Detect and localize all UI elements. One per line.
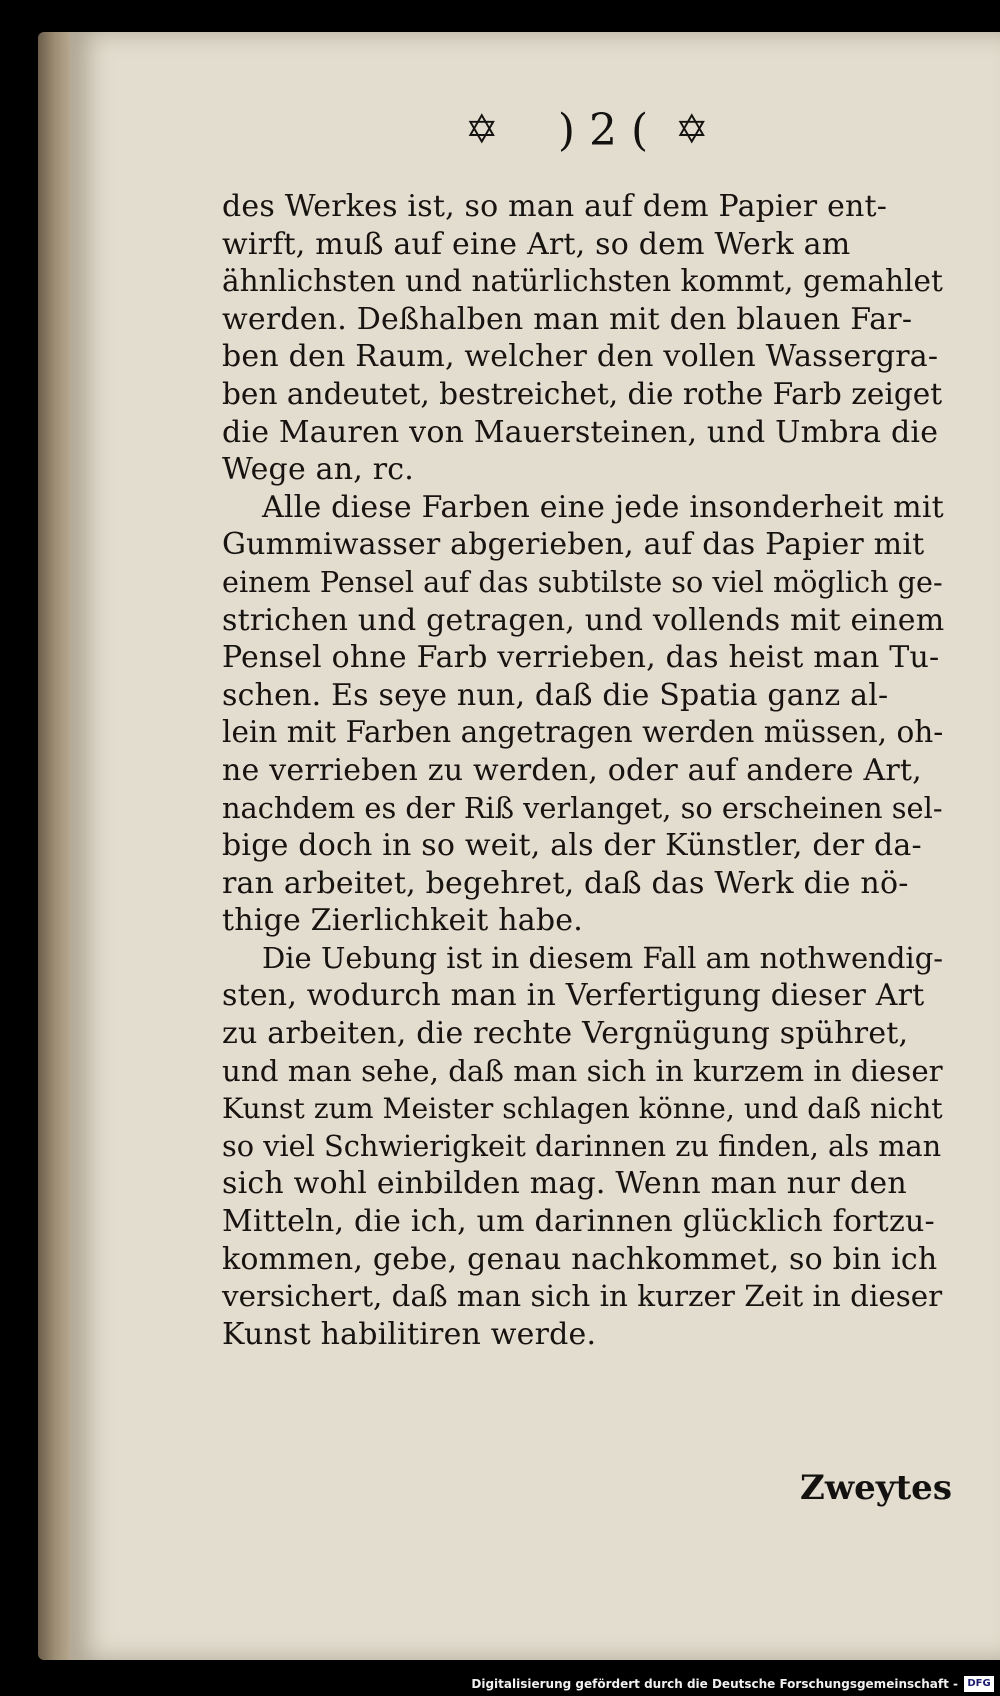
funding-credit: Digitalisierung gefördert durch die Deutsche Forschungsgemeinschaft - xyxy=(471,1677,958,1691)
text-line: so viel Schwierigkeit darinnen zu finden, als man xyxy=(222,1128,942,1163)
star-ornament-left-icon: ✡ xyxy=(465,107,499,153)
text-line: ben den Raum, welcher den vollen Wassergra- xyxy=(222,339,939,375)
text-line: nachdem es der Riß verlanget, so erscheinen sel- xyxy=(222,790,943,825)
text-line: versichert, daß man sich in kurzer Zeit in dieser xyxy=(222,1279,943,1314)
text-line: des Werkes ist, so man auf dem Papier ent- xyxy=(222,189,888,224)
paragraph-2 xyxy=(222,489,952,940)
text-line: die Mauren von Mauersteinen, und Umbra die xyxy=(222,414,939,450)
text-line: strichen und getragen, und vollends mit einem xyxy=(222,602,945,638)
text-line: und man sehe, daß man sich in kurzem in dieser xyxy=(222,1053,943,1088)
text-line: Kunst zum Meister schlagen könne, und daß nicht xyxy=(222,1092,943,1126)
text-line: Wege an, rc. xyxy=(222,452,414,488)
digitization-footer xyxy=(0,1674,1000,1696)
text-line: wirft, muß auf eine Art, so dem Werk am xyxy=(222,226,851,262)
paragraph-1 xyxy=(222,188,952,489)
text-line: Alle diese Farben eine jede insonderheit mit xyxy=(262,489,944,525)
text-line: schen. Es seye nun, daß die Spatia ganz al- xyxy=(222,677,889,713)
text-line: einem Pensel auf das subtilste so viel möglich ge- xyxy=(222,564,943,599)
page-header xyxy=(420,106,780,166)
text-line: thige Zierlichkeit habe. xyxy=(222,903,583,939)
text-line: Gummiwasser abgerieben, auf das Papier mit xyxy=(222,527,925,563)
text-line: Pensel ohne Farb verrieben, das heist man Tu- xyxy=(222,640,940,676)
text-line: zu arbeiten, die rechte Vergnügung spühret, xyxy=(222,1016,909,1052)
text-line: ran arbeitet, begehret, daß das Werk die nö- xyxy=(222,865,909,901)
star-ornament-right-icon: ✡ xyxy=(675,107,709,153)
text-line: sten, wodurch man in Verfertigung dieser Art xyxy=(222,978,925,1014)
text-line: ben andeutet, bestreichet, die rothe Farb zeiget xyxy=(222,376,943,411)
text-line: Kunst habilitiren werde. xyxy=(222,1316,597,1352)
text-line: kommen, gebe, genau nachkommet, so bin ich xyxy=(222,1241,938,1277)
catchword: Zweytes xyxy=(800,1468,952,1508)
text-line: bige doch in so weit, als der Künstler, der da- xyxy=(222,828,922,864)
paragraph-3 xyxy=(222,940,952,1354)
text-line: lein mit Farben angetragen werden müssen, oh- xyxy=(222,715,944,750)
text-line: ähnlichsten und natürlichsten kommt, gemahlet xyxy=(222,264,943,299)
text-line: Die Uebung ist in diesem Fall am nothwendig- xyxy=(262,940,944,975)
text-line: sich wohl einbilden mag. Wenn man nur den xyxy=(222,1166,907,1202)
text-line: Mitteln, die ich, um darinnen glücklich fortzu- xyxy=(222,1204,935,1240)
page-number: ) 2 ( xyxy=(557,105,649,156)
dfg-logo: DFG xyxy=(964,1676,994,1692)
page-body-text xyxy=(222,188,952,1353)
text-line: ne verrieben zu werden, oder auf andere Art, xyxy=(222,752,922,788)
text-line: werden. Deßhalben man mit den blauen Far- xyxy=(222,301,913,337)
